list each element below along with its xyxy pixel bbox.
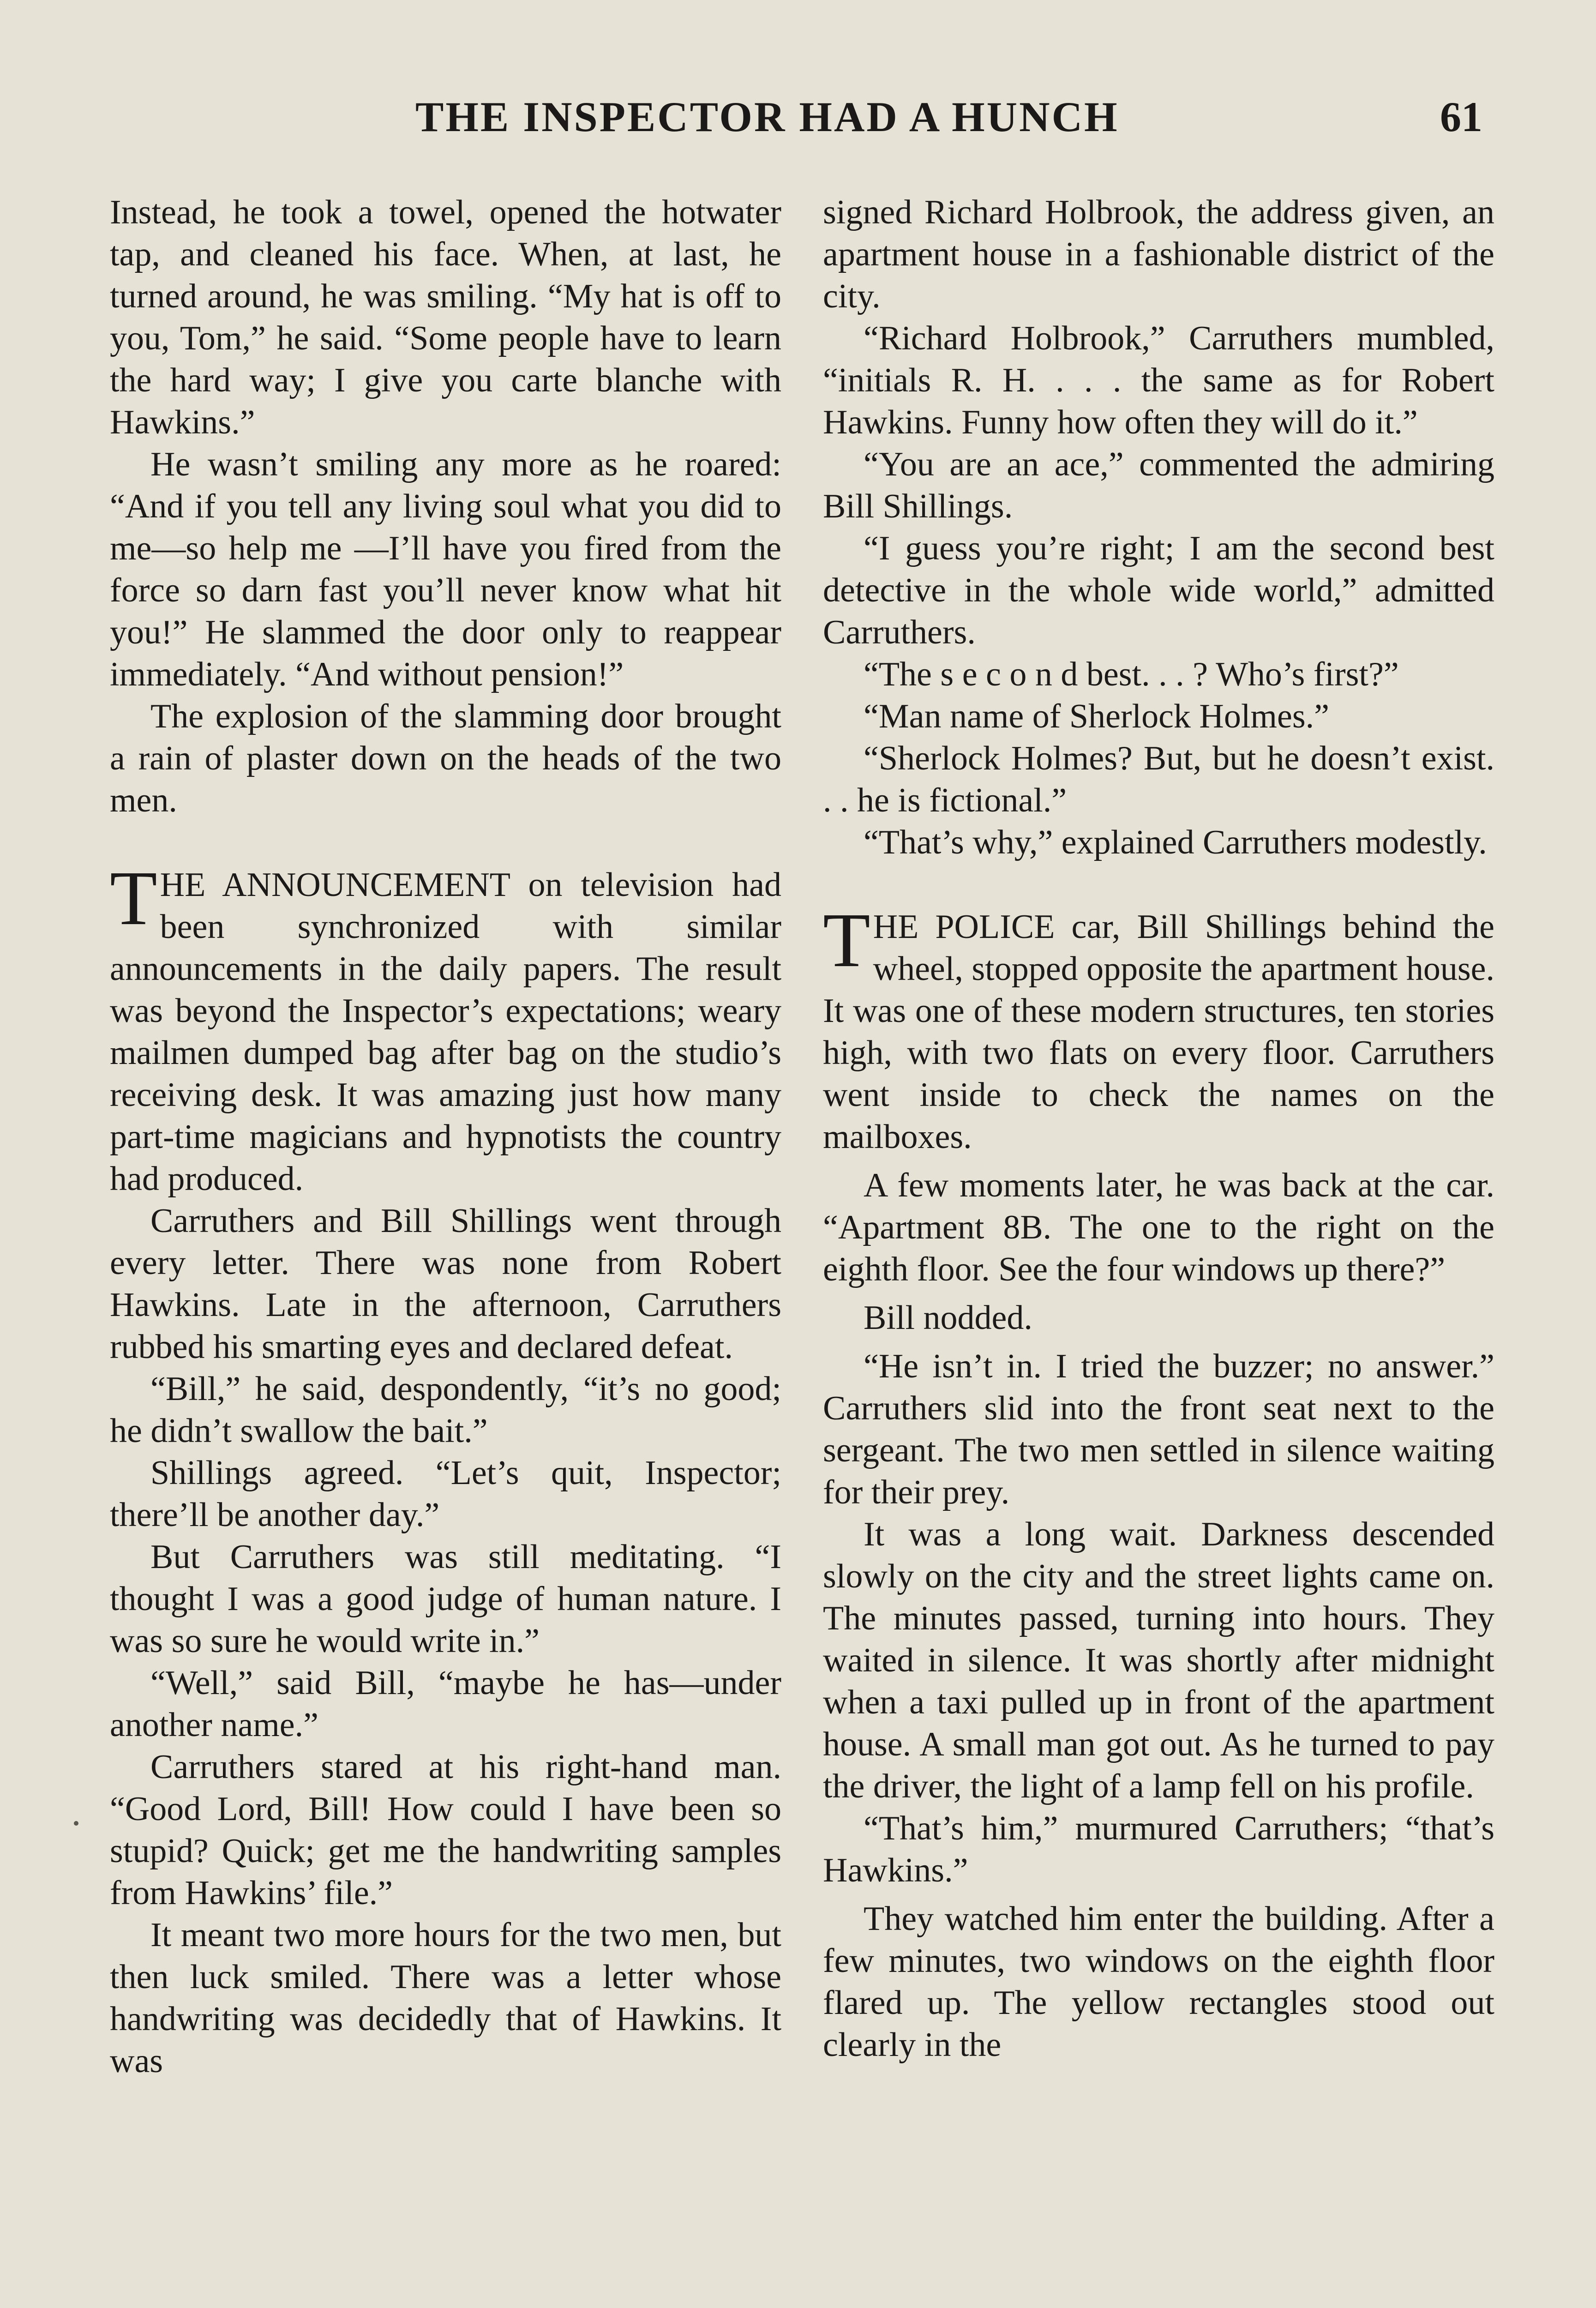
paragraph: “Well,” said Bill, “maybe he has—under another name.” — [110, 1664, 781, 1744]
paragraph: “I guess you’re right; I am the second best detective in the whole wide world,” admitted Carruthers. — [823, 529, 1494, 651]
paragraph: “He isn’t in. I tried the buzzer; no answer.” Carruthers slid into the front seat next to the sergeant. The two men settled in silence waiting for their prey. — [823, 1347, 1494, 1511]
paragraph: The explosion of the slamming door brought a rain of plaster down on the heads of the two men. — [110, 697, 781, 819]
paragraph: He wasn’t smiling any more as he roared: “And if you tell any living soul what you did to me—so help me —I’ll have you fired from the force so darn fast you’ll never know what hit you!” He slammed the door only to reappear immediately. “And without pension!” — [110, 445, 781, 693]
paragraph-text: car, Bill Shillings behind the wheel, stopped opposite the apartment house. It was one of these modern structures, ten stories high, with two flats on every floor. Carruthers went inside to check the names on the mailboxes. — [823, 908, 1494, 1156]
paragraph: It was a long wait. Darkness descended slowly on the city and the street lights came on. The minutes passed, turning into hours. They waited in silence. It was shortly after midnight when a taxi pulled up in front of the apartment house. A small man got out. As he turned to pay the driver, the light of a lamp fell on his profile. — [823, 1515, 1494, 1805]
right-column — [823, 192, 1494, 2066]
drop-cap: T — [110, 855, 157, 941]
paragraph: “Richard Holbrook,” Carruthers mumbled, “initials R. H. . . . the same as for Robert Hawkins. Funny how often they will do it.” — [823, 319, 1494, 441]
paragraph: “You are an ace,” commented the admiring Bill Shillings. — [823, 445, 1494, 525]
left-column — [110, 192, 781, 2082]
paragraph: A few moments later, he was back at the car. “Apartment 8B. The one to the right on the eighth floor. See the four windows up there?” — [823, 1166, 1494, 1288]
section-opening-paragraph — [110, 855, 781, 1200]
paragraph-text: on television had been synchronized with similar announcements in the daily papers. The result was beyond the Inspector’s expectations; weary mailmen dumped bag after bag on the studio’s receiving desk. It was amazing just how many part-time magicians and hypnotists the country had produced. — [110, 866, 781, 1198]
print-speck — [74, 1821, 78, 1826]
paragraph: Carruthers and Bill Shillings went through every letter. There was none from Robert Hawkins. Late in the afternoon, Carruthers rubbed his smarting eyes and declared defeat. — [110, 1202, 781, 1366]
section-opening-paragraph — [823, 897, 1494, 1158]
paragraph: Instead, he took a towel, opened the hotwater tap, and cleaned his face. When, at last, he turned around, he was smiling. “My hat is off to you, Tom,” he said. “Some people have to learn the hard way; I give you carte blanche with Hawkins.” — [110, 193, 781, 441]
drop-cap: T — [823, 897, 870, 983]
lead-in-caps: HE POLICE — [873, 908, 1055, 946]
paragraph: signed Richard Holbrook, the address given, an apartment house in a fashionable district of the city. — [823, 193, 1494, 315]
paragraph: “Sherlock Holmes? But, but he doesn’t exist. . . he is fictional.” — [823, 739, 1494, 819]
running-head: THE INSPECTOR HAD A HUNCH — [415, 93, 1119, 140]
paragraph: “The s e c o n d best. . . ? Who’s first?” — [864, 655, 1399, 693]
paragraph: “That’s why,” explained Carruthers modestly. — [864, 823, 1487, 861]
paragraph: They watched him enter the building. After a few minutes, two windows on the eighth floor flared up. The yellow rectangles stood out clearly in the — [823, 1900, 1494, 2064]
paragraph: But Carruthers was still meditating. “I thought I was a good judge of human nature. I was so sure he would write in.” — [110, 1538, 781, 1660]
paragraph: “Bill,” he said, despondently, “it’s no good; he didn’t swallow the bait.” — [110, 1370, 781, 1450]
page-number: 61 — [1440, 93, 1482, 140]
paragraph: Carruthers stared at his right-hand man. “Good Lord, Bill! How could I have been so stupid? Quick; get me the handwriting samples from Hawkins’ file.” — [110, 1748, 781, 1912]
lead-in-caps: HE ANNOUNCEMENT — [160, 866, 510, 904]
paragraph: It meant two more hours for the two men, but then luck smiled. There was a letter whose handwriting was decidedly that of Hawkins. It was — [110, 1916, 781, 2080]
paragraph: Shillings agreed. “Let’s quit, Inspector; there’ll be another day.” — [110, 1454, 781, 1534]
paragraph: “That’s him,” murmured Carruthers; “that’s Hawkins.” — [823, 1809, 1494, 1889]
paragraph: Bill nodded. — [864, 1299, 1032, 1337]
page-header — [0, 92, 1596, 148]
paragraph: “Man name of Sherlock Holmes.” — [864, 697, 1329, 735]
